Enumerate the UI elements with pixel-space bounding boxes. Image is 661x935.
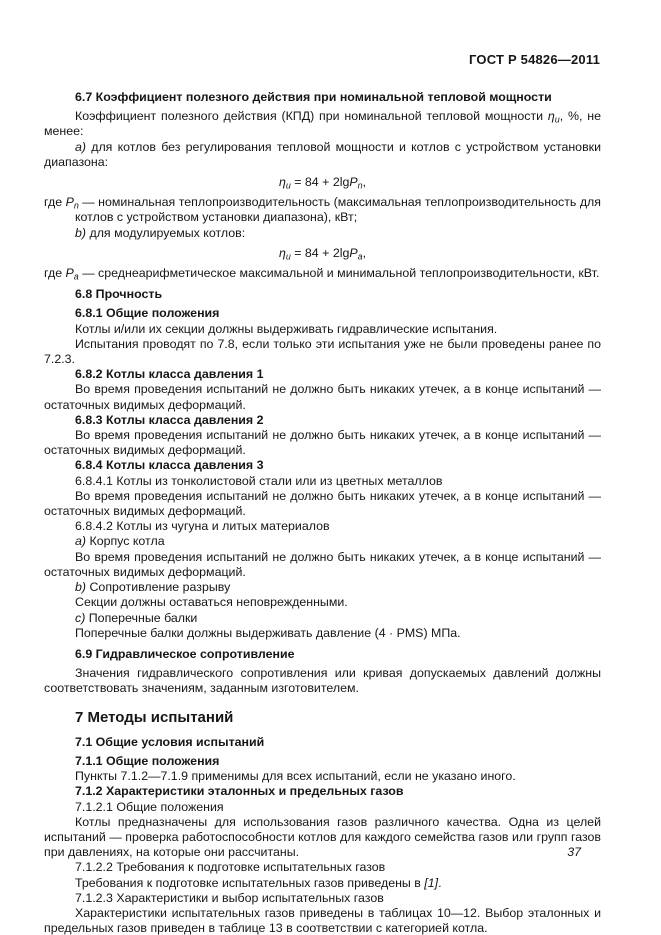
section-heading: 6.9 Гидравлическое сопротивление: [75, 646, 295, 661]
paragraph: 6.8.4.1 Котлы из тонколистовой стали или из цветных металлов: [75, 473, 443, 488]
paragraph: Испытания проводят по 7.8, если только эти испытания уже не были проведены ранее по 7.2.3.: [44, 336, 601, 367]
paragraph: c) Поперечные балки: [75, 610, 198, 625]
section-heading: 6.8 Прочность: [75, 287, 163, 302]
paragraph: 6.8.4.2 Котлы из чугуна и литых материалов: [75, 519, 330, 534]
paragraph: Котлы предназначены для использования газов различного качества. Одна из целей испытаний — проверка работоспособности котлов для каждого семейства газов или групп газов при давлениях, на которые они рассчитаны.: [44, 814, 601, 860]
where-definition: где $P_n$ — номинальная теплопроизводительность (максимальная теплопроизводительность для котлов с устройством установки диапазона), кВт;: [44, 195, 601, 225]
paragraph: 7.1.2.3 Характеристики и выбор испытательных газов: [75, 890, 384, 905]
paragraph: 7.1.2.2 Требования к подготовке испытательных газов: [75, 860, 386, 875]
paragraph: Во время проведения испытаний не должно быть никаких утечек, а в конце испытаний — остаточных видимых деформаций.: [44, 382, 601, 412]
paragraph: Пункты 7.1.2—7.1.9 применимы для всех испытаний, если не указано иного.: [75, 769, 516, 784]
formula: $\eta_u = 84 + 2\lg P_a$,: [278, 245, 367, 262]
paragraph: b) для модулируемых котлов:: [75, 225, 246, 240]
paragraph: Секции должны оставаться неповрежденными.: [75, 595, 348, 610]
document-header-standard-number: ГОСТ Р 54826—2011: [469, 52, 600, 67]
paragraph: a) для котлов без регулирования тепловой мощности и котлов с устройством установки диапазона:: [44, 139, 601, 169]
paragraph: Во время проведения испытаний не должно быть никаких утечек, а в конце испытаний — остаточных видимых деформаций.: [44, 428, 601, 458]
paragraph: Во время проведения испытаний не должно быть никаких утечек, а в конце испытаний — остаточных видимых деформаций.: [44, 549, 601, 579]
document-content: [44, 84, 601, 935]
paragraph: Требования к подготовке испытательных газов приведены в [1].: [75, 875, 442, 890]
section-heading: 6.7 Коэффициент полезного действия при номинальной тепловой мощности: [75, 90, 552, 104]
paragraph: Характеристики испытательных газов приведены в таблицах 10—12. Выбор эталонных и предельных газов приведен в таблице 13 в соответствии с категорией котла.: [44, 905, 601, 935]
subsection-heading: 6.8.1 Общие положения: [75, 306, 220, 321]
paragraph: 7.1.2.1 Общие положения: [75, 799, 224, 814]
paragraph: b) Сопротивление разрыву: [75, 580, 231, 595]
subsection-heading: 6.8.2 Котлы класса давления 1: [75, 367, 264, 382]
chapter-heading: 7 Методы испытаний: [75, 708, 234, 726]
where-definition: где $P_a$ — среднеарифметическое максимальной и минимальной теплопроизводительности, кВт.: [44, 266, 600, 282]
paragraph: Коэффициент полезного действия (КПД) при номинальной тепловой мощности $\eta_u$, %, не менее:: [44, 109, 601, 139]
subsection-heading: 6.8.4 Котлы класса давления 3: [75, 458, 264, 473]
paragraph: Котлы и/или их секции должны выдерживать гидравлические испытания.: [75, 321, 498, 336]
paragraph: Поперечные балки должны выдерживать давление (4 · PMS) МПа.: [75, 625, 461, 640]
formula: $\eta_u = 84 + 2\lg P_n$,: [278, 175, 367, 191]
paragraph: a) Корпус котла: [75, 534, 165, 549]
page-number: 37: [567, 845, 581, 859]
subsection-heading: 7.1.1 Общие положения: [75, 753, 220, 768]
subsection-heading: 6.8.3 Котлы класса давления 2: [75, 412, 264, 427]
section-heading: 7.1 Общие условия испытаний: [75, 734, 265, 749]
subsection-heading: 7.1.2 Характеристики эталонных и предельных газов: [75, 784, 404, 799]
paragraph: Во время проведения испытаний не должно быть никаких утечек, а в конце испытаний — остаточных видимых деформаций.: [44, 488, 601, 519]
paragraph: Значения гидравлического сопротивления или кривая допускаемых давлений должны соответствовать значениям, заданным изготовителем.: [44, 666, 601, 696]
